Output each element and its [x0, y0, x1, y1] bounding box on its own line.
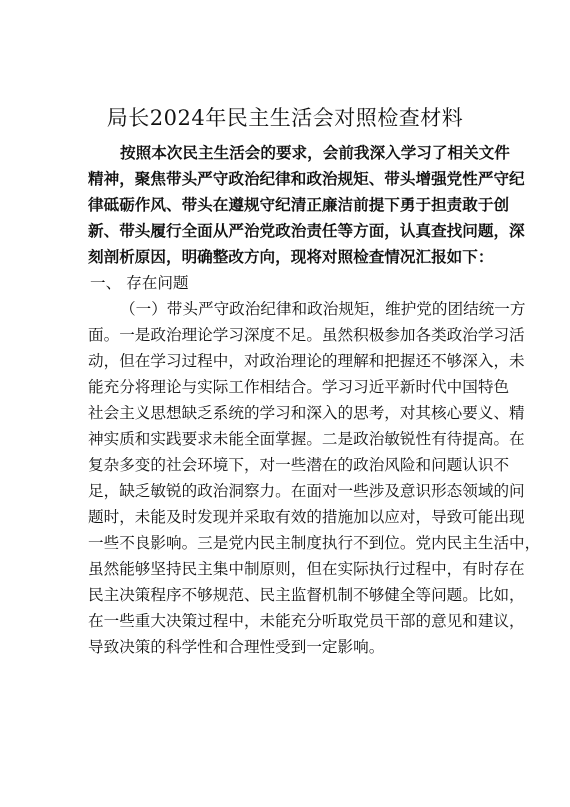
body-line-5: 刻剖析原因，明确整改方向，现将对照检查情况汇报如下：	[88, 247, 494, 266]
body-line-12: 神实质和实践要求未能全面掌握。二是政治敏锐性有待提高。在	[88, 430, 525, 448]
body-line-7: （一）带头严守政治纪律和政治规矩，维护党的团结统一方	[120, 300, 526, 318]
document-title: 局长2024年民主生活会对照检查材料	[106, 106, 464, 130]
body-line-15: 题时，未能及时发现并采取有效的措施加以应对，导致可能出现	[88, 508, 525, 526]
body-line-9: 动，但在学习过程中，对政治理论的理解和把握还不够深入，未	[88, 352, 525, 370]
body-line-3: 律砥砺作风、带头在遵规守纪清正廉洁前提下勇于担责敢于创	[88, 195, 510, 214]
body-line-1: 按照本次民主生活会的要求，会前我深入学习了相关文件	[120, 143, 510, 162]
body-line-11: 社会主义思想缺乏系统的学习和深入的思考，对其核心要义、精	[88, 404, 525, 422]
body-line-2: 精神，聚焦带头严守政治纪律和政治规矩、带头增强党性严守纪	[88, 169, 525, 188]
body-line-10: 能充分将理论与实际工作相结合。学习习近平新时代中国特色	[88, 378, 510, 396]
body-line-16: 一些不良影响。三是党内民主制度执行不到位。党内民主生活中，	[88, 534, 541, 552]
body-line-20: 导致决策的科学性和合理性受到一定影响。	[88, 638, 385, 656]
section-heading: 一、 存在问题	[90, 274, 189, 292]
body-line-19: 在一些重大决策过程中，未能充分听取党员干部的意见和建议，	[88, 612, 525, 630]
body-line-18: 民主决策程序不够规范、民主监督机制不够健全等问题。比如，	[88, 586, 525, 604]
body-line-14: 足，缺乏敏锐的政治洞察力。在面对一些涉及意识形态领域的问	[88, 482, 525, 500]
document-body	[88, 140, 541, 660]
body-line-17: 虽然能够坚持民主集中制原则，但在实际执行过程中，有时存在	[88, 560, 525, 578]
body-line-8: 面。一是政治理论学习深度不足。虽然积极参加各类政治学习活	[88, 326, 525, 344]
body-line-13: 复杂多变的社会环境下，对一些潜在的政治风险和问题认识不	[88, 456, 510, 474]
body-line-4: 新、带头履行全面从严治党政治责任等方面，认真查找问题，深	[88, 221, 525, 240]
